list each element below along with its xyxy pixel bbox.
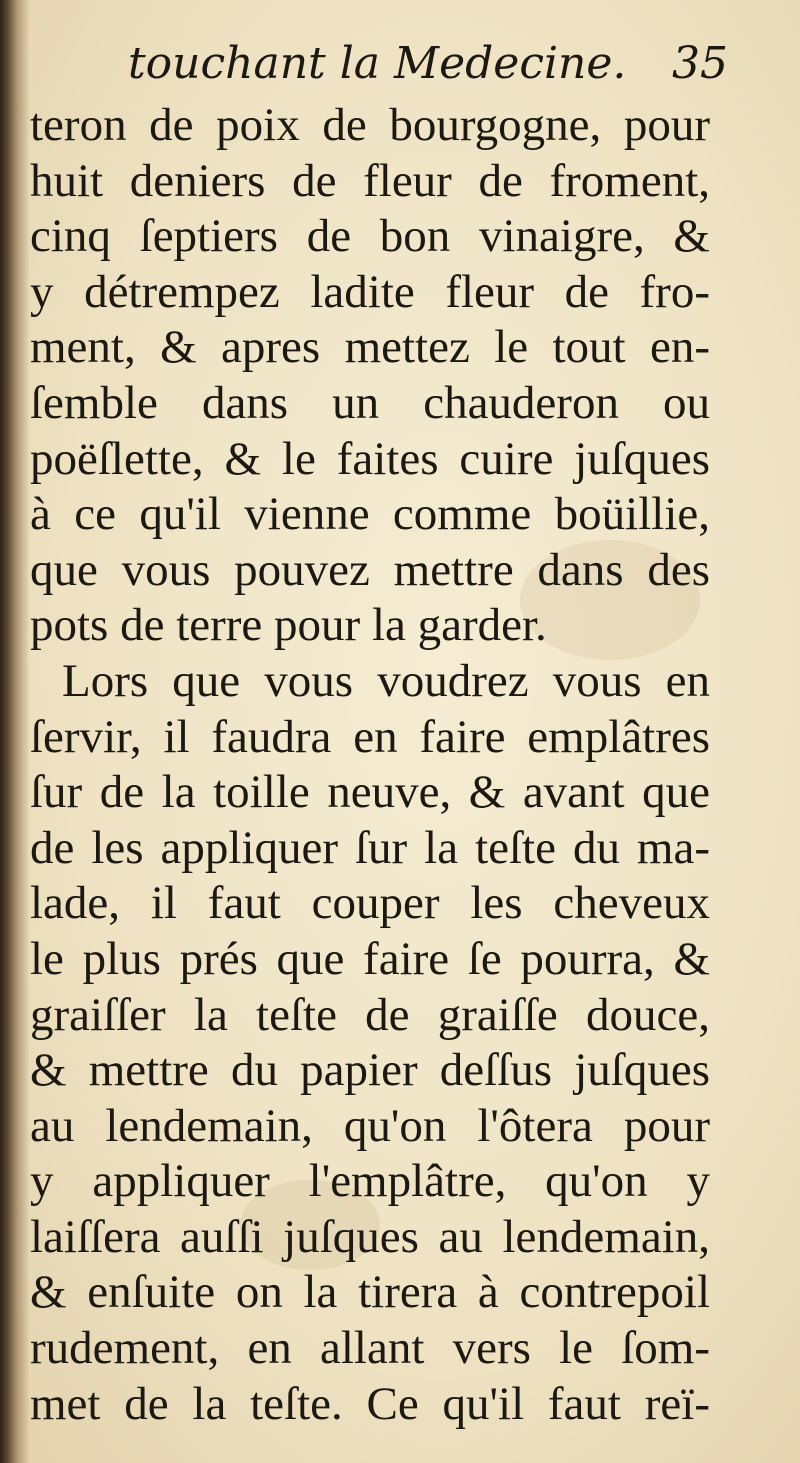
- text-line: rudement, en allant vers le ſom-: [30, 1322, 710, 1375]
- text-line: graiſſer la teſte de graiſſe douce,: [30, 988, 710, 1041]
- text-line: lade, il faut couper les cheveux: [30, 877, 710, 930]
- text-line: au lendemain, qu'on l'ôtera pour: [30, 1099, 710, 1152]
- text-line: cinq ſeptiers de bon vinaigre, &: [30, 210, 710, 263]
- text-line: pots de terre pour la garder.: [30, 599, 547, 652]
- text-line: ment, & apres mettez le tout en-: [30, 321, 710, 374]
- page-header: [128, 38, 728, 98]
- text-line: met de la teſte. Ce qu'il faut reï-: [30, 1377, 710, 1430]
- text-line: y détrempez ladite fleur de fro-: [30, 265, 710, 318]
- text-line: teron de poix de bourgogne, pour: [30, 99, 710, 151]
- text-line: laiſſera auſſi juſques au lendemain,: [30, 1210, 710, 1263]
- text-body: [30, 98, 710, 1432]
- page-number: 35: [672, 38, 728, 89]
- text-line: y appliquer l'emplâtre, qu'on y: [30, 1155, 710, 1208]
- text-line: à ce qu'il vienne comme boüillie,: [30, 488, 710, 541]
- text-line: & mettre du papier deſſus juſques: [30, 1044, 710, 1097]
- text-line: huit deniers de fleur de froment,: [30, 154, 710, 207]
- running-head: touchant la Medecine.: [128, 38, 627, 89]
- text-line: ſemble dans un chauderon ou: [30, 376, 710, 429]
- text-line: & enſuite on la tirera à contrepoil: [30, 1266, 710, 1319]
- text-line: le plus prés que faire ſe pourra, &: [30, 932, 710, 985]
- text-line: ſervir, il faudra en faire emplâtres: [30, 710, 710, 763]
- text-line: poëſlette, & le faites cuire juſques: [30, 432, 710, 485]
- text-line: de les appliquer ſur la teſte du ma-: [30, 821, 710, 874]
- text-line: ſur de la toille neuve, & avant que: [30, 766, 710, 819]
- binding-gutter: [0, 0, 30, 1463]
- paragraph-start-line: Lors que vous voudrez vous en: [62, 654, 710, 707]
- text-line: que vous pouvez mettre dans des: [30, 543, 710, 596]
